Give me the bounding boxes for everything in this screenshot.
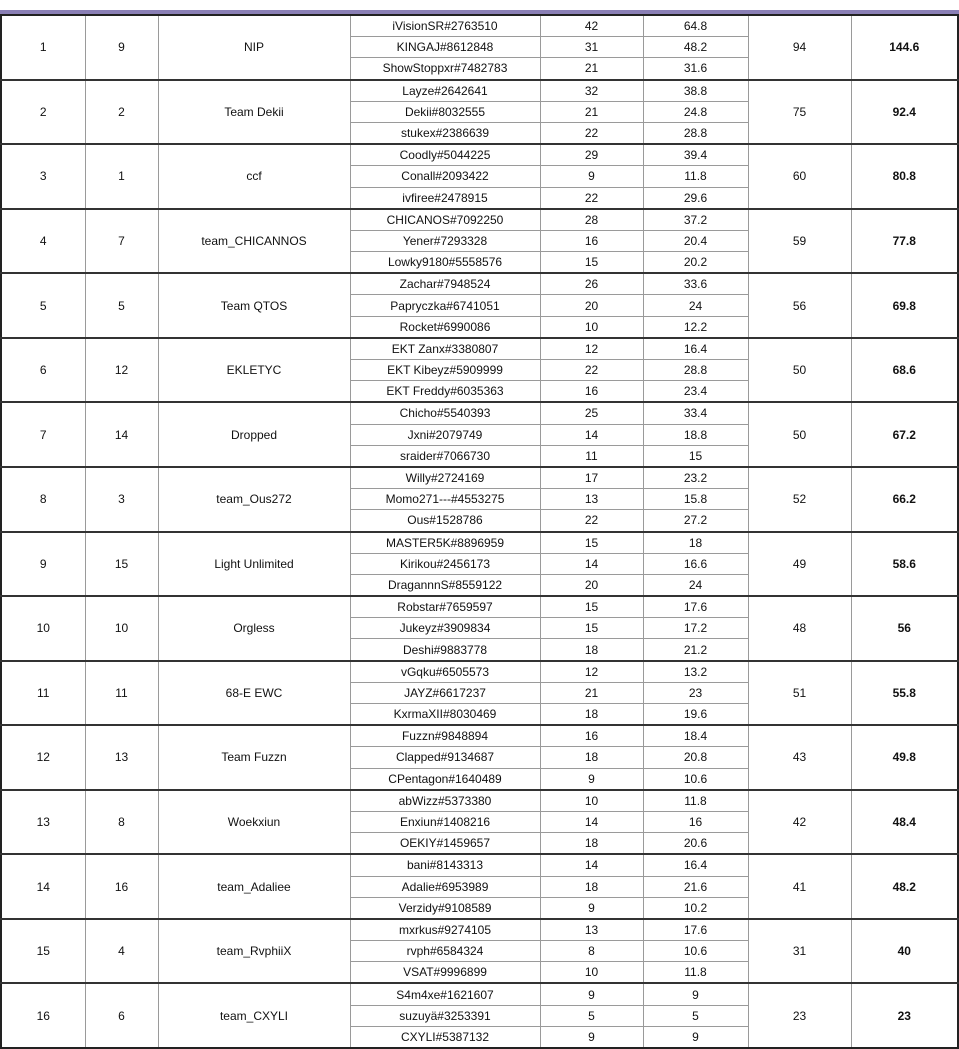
rank-cell[interactable]: 12: [1, 725, 85, 790]
player-kills-cell[interactable]: 22: [540, 360, 643, 381]
player-name-cell[interactable]: EKT Zanx#3380807: [350, 338, 540, 360]
player-points-cell[interactable]: 24: [643, 295, 748, 316]
player-kills-cell[interactable]: 28: [540, 209, 643, 231]
rank-cell[interactable]: 15: [1, 919, 85, 984]
seed-cell[interactable]: 8: [85, 790, 158, 855]
player-name-cell[interactable]: Kirikou#2456173: [350, 553, 540, 574]
rank-cell[interactable]: 13: [1, 790, 85, 855]
player-points-cell[interactable]: 29.6: [643, 187, 748, 209]
player-kills-cell[interactable]: 31: [540, 37, 643, 58]
rank-cell[interactable]: 7: [1, 402, 85, 467]
player-name-cell[interactable]: ShowStoppxr#7482783: [350, 58, 540, 80]
table-row: [1, 209, 958, 231]
seed-cell[interactable]: 16: [85, 854, 158, 919]
player-name-cell[interactable]: Robstar#7659597: [350, 596, 540, 618]
player-name-cell[interactable]: JAYZ#6617237: [350, 682, 540, 703]
seed-cell[interactable]: 13: [85, 725, 158, 790]
player-kills-cell[interactable]: 16: [540, 230, 643, 251]
player-points-cell[interactable]: 18.4: [643, 725, 748, 747]
player-name-cell[interactable]: Verzidy#9108589: [350, 897, 540, 919]
seed-cell[interactable]: 5: [85, 273, 158, 338]
player-kills-cell[interactable]: 9: [540, 1026, 643, 1048]
player-kills-cell[interactable]: 12: [540, 661, 643, 683]
player-name-cell[interactable]: ivfiree#2478915: [350, 187, 540, 209]
player-points-cell[interactable]: 23.2: [643, 467, 748, 489]
table-row: [1, 402, 958, 424]
player-points-cell[interactable]: 33.4: [643, 402, 748, 424]
player-kills-cell[interactable]: 21: [540, 58, 643, 80]
rank-cell[interactable]: 11: [1, 661, 85, 726]
player-points-cell[interactable]: 20.4: [643, 230, 748, 251]
table-row: [1, 983, 958, 1005]
player-name-cell[interactable]: Willy#2724169: [350, 467, 540, 489]
player-name-cell[interactable]: Momo271---#4553275: [350, 489, 540, 510]
player-name-cell[interactable]: Coodly#5044225: [350, 144, 540, 166]
player-name-cell[interactable]: Adalie#6953989: [350, 876, 540, 897]
player-kills-cell[interactable]: 14: [540, 424, 643, 445]
rank-cell[interactable]: 9: [1, 532, 85, 597]
team-kills-cell[interactable]: 42: [748, 790, 851, 855]
player-kills-cell[interactable]: 22: [540, 187, 643, 209]
total-points-cell[interactable]: 49.8: [851, 725, 958, 790]
player-points-cell[interactable]: 9: [643, 1026, 748, 1048]
player-name-cell[interactable]: CHICANOS#7092250: [350, 209, 540, 231]
rank-cell[interactable]: 5: [1, 273, 85, 338]
player-kills-cell[interactable]: 15: [540, 596, 643, 618]
player-points-cell[interactable]: 24.8: [643, 101, 748, 122]
player-points-cell[interactable]: 18: [643, 532, 748, 554]
seed-cell[interactable]: 6: [85, 983, 158, 1048]
total-points-cell[interactable]: 48.4: [851, 790, 958, 855]
player-kills-cell[interactable]: 5: [540, 1005, 643, 1026]
player-kills-cell[interactable]: 16: [540, 381, 643, 403]
player-points-cell[interactable]: 33.6: [643, 273, 748, 295]
player-kills-cell[interactable]: 9: [540, 983, 643, 1005]
rank-cell[interactable]: 16: [1, 983, 85, 1048]
table-row: [1, 273, 958, 295]
player-points-cell[interactable]: 38.8: [643, 80, 748, 102]
team-kills-cell[interactable]: 41: [748, 854, 851, 919]
team-name-cell[interactable]: EKLETYC: [158, 338, 350, 403]
player-points-cell[interactable]: 37.2: [643, 209, 748, 231]
player-kills-cell[interactable]: 20: [540, 574, 643, 596]
player-kills-cell[interactable]: 26: [540, 273, 643, 295]
total-points-cell[interactable]: 77.8: [851, 209, 958, 274]
player-kills-cell[interactable]: 16: [540, 725, 643, 747]
player-kills-cell[interactable]: 18: [540, 704, 643, 726]
team-name-cell[interactable]: Orgless: [158, 596, 350, 661]
team-kills-cell[interactable]: 94: [748, 15, 851, 80]
player-points-cell[interactable]: 23: [643, 682, 748, 703]
player-points-cell[interactable]: 10.6: [643, 768, 748, 790]
player-points-cell[interactable]: 15: [643, 445, 748, 467]
team-name-cell[interactable]: ccf: [158, 144, 350, 209]
player-kills-cell[interactable]: 9: [540, 897, 643, 919]
player-points-cell[interactable]: 10.2: [643, 897, 748, 919]
player-points-cell[interactable]: 13.2: [643, 661, 748, 683]
player-kills-cell[interactable]: 12: [540, 338, 643, 360]
total-points-cell[interactable]: 55.8: [851, 661, 958, 726]
player-name-cell[interactable]: Conall#2093422: [350, 166, 540, 187]
player-name-cell[interactable]: S4m4xe#1621607: [350, 983, 540, 1005]
player-points-cell[interactable]: 16.4: [643, 338, 748, 360]
player-kills-cell[interactable]: 18: [540, 639, 643, 661]
team-kills-cell[interactable]: 50: [748, 402, 851, 467]
seed-cell[interactable]: 7: [85, 209, 158, 274]
player-kills-cell[interactable]: 11: [540, 445, 643, 467]
seed-cell[interactable]: 12: [85, 338, 158, 403]
player-name-cell[interactable]: bani#8143313: [350, 854, 540, 876]
seed-cell[interactable]: 1: [85, 144, 158, 209]
total-points-cell[interactable]: 92.4: [851, 80, 958, 145]
player-points-cell[interactable]: 27.2: [643, 510, 748, 532]
total-points-cell[interactable]: 40: [851, 919, 958, 984]
seed-cell[interactable]: 11: [85, 661, 158, 726]
table-row: [1, 596, 958, 618]
player-name-cell[interactable]: Enxiun#1408216: [350, 811, 540, 832]
seed-cell[interactable]: 9: [85, 15, 158, 80]
player-name-cell[interactable]: iVisionSR#2763510: [350, 15, 540, 37]
player-name-cell[interactable]: Jukeyz#3909834: [350, 618, 540, 639]
total-points-cell[interactable]: 66.2: [851, 467, 958, 532]
table-row: [1, 532, 958, 554]
total-points-cell[interactable]: 23: [851, 983, 958, 1048]
player-points-cell[interactable]: 21.2: [643, 639, 748, 661]
table-row: [1, 661, 958, 683]
team-name-cell[interactable]: team_Ous272: [158, 467, 350, 532]
seed-cell[interactable]: 2: [85, 80, 158, 145]
table-row: [1, 854, 958, 876]
player-name-cell[interactable]: Fuzzn#9848894: [350, 725, 540, 747]
player-name-cell[interactable]: sraider#7066730: [350, 445, 540, 467]
player-points-cell[interactable]: 11.8: [643, 166, 748, 187]
team-kills-cell[interactable]: 49: [748, 532, 851, 597]
player-kills-cell[interactable]: 9: [540, 166, 643, 187]
player-kills-cell[interactable]: 15: [540, 532, 643, 554]
player-kills-cell[interactable]: 25: [540, 402, 643, 424]
player-kills-cell[interactable]: 9: [540, 768, 643, 790]
player-name-cell[interactable]: Lowky9180#5558576: [350, 252, 540, 274]
team-name-cell[interactable]: team_Adaliee: [158, 854, 350, 919]
player-points-cell[interactable]: 18.8: [643, 424, 748, 445]
player-points-cell[interactable]: 15.8: [643, 489, 748, 510]
standings-table: [0, 14, 959, 1049]
team-kills-cell[interactable]: 31: [748, 919, 851, 984]
player-points-cell[interactable]: 17.6: [643, 596, 748, 618]
total-points-cell[interactable]: 56: [851, 596, 958, 661]
player-name-cell[interactable]: Papryczka#6741051: [350, 295, 540, 316]
table-row: [1, 15, 958, 37]
team-name-cell[interactable]: team_RvphiiX: [158, 919, 350, 984]
table-row: [1, 80, 958, 102]
player-points-cell[interactable]: 16.4: [643, 854, 748, 876]
team-name-cell[interactable]: NIP: [158, 15, 350, 80]
player-points-cell[interactable]: 20.8: [643, 747, 748, 768]
player-kills-cell[interactable]: 14: [540, 854, 643, 876]
rank-cell[interactable]: 14: [1, 854, 85, 919]
total-points-cell[interactable]: 48.2: [851, 854, 958, 919]
team-name-cell[interactable]: 68-E EWC: [158, 661, 350, 726]
player-kills-cell[interactable]: 18: [540, 833, 643, 855]
player-points-cell[interactable]: 11.8: [643, 790, 748, 812]
player-points-cell[interactable]: 28.8: [643, 360, 748, 381]
player-name-cell[interactable]: stukex#2386639: [350, 122, 540, 144]
team-kills-cell[interactable]: 43: [748, 725, 851, 790]
seed-cell[interactable]: 10: [85, 596, 158, 661]
total-points-cell[interactable]: 69.8: [851, 273, 958, 338]
player-name-cell[interactable]: EKT Freddy#6035363: [350, 381, 540, 403]
player-name-cell[interactable]: VSAT#9996899: [350, 962, 540, 984]
player-name-cell[interactable]: rvph#6584324: [350, 941, 540, 962]
player-kills-cell[interactable]: 32: [540, 80, 643, 102]
table-row: [1, 144, 958, 166]
team-name-cell[interactable]: Dropped: [158, 402, 350, 467]
player-kills-cell[interactable]: 15: [540, 252, 643, 274]
player-name-cell[interactable]: DragannnS#8559122: [350, 574, 540, 596]
player-points-cell[interactable]: 39.4: [643, 144, 748, 166]
player-points-cell[interactable]: 28.8: [643, 122, 748, 144]
player-points-cell[interactable]: 20.6: [643, 833, 748, 855]
player-name-cell[interactable]: abWizz#5373380: [350, 790, 540, 812]
team-kills-cell[interactable]: 59: [748, 209, 851, 274]
player-points-cell[interactable]: 16.6: [643, 553, 748, 574]
team-kills-cell[interactable]: 51: [748, 661, 851, 726]
rank-cell[interactable]: 4: [1, 209, 85, 274]
player-name-cell[interactable]: Zachar#7948524: [350, 273, 540, 295]
player-points-cell[interactable]: 11.8: [643, 962, 748, 984]
team-kills-cell[interactable]: 50: [748, 338, 851, 403]
team-kills-cell[interactable]: 75: [748, 80, 851, 145]
player-kills-cell[interactable]: 10: [540, 962, 643, 984]
player-name-cell[interactable]: Rocket#6990086: [350, 316, 540, 338]
player-name-cell[interactable]: OEKIY#1459657: [350, 833, 540, 855]
player-points-cell[interactable]: 23.4: [643, 381, 748, 403]
total-points-cell[interactable]: 80.8: [851, 144, 958, 209]
player-name-cell[interactable]: Layze#2642641: [350, 80, 540, 102]
player-name-cell[interactable]: CXYLI#5387132: [350, 1026, 540, 1048]
team-name-cell[interactable]: team_CHICANNOS: [158, 209, 350, 274]
player-kills-cell[interactable]: 21: [540, 101, 643, 122]
player-kills-cell[interactable]: 20: [540, 295, 643, 316]
standings-body: [1, 15, 958, 1048]
team-kills-cell[interactable]: 52: [748, 467, 851, 532]
player-kills-cell[interactable]: 22: [540, 122, 643, 144]
total-points-cell[interactable]: 144.6: [851, 15, 958, 80]
player-name-cell[interactable]: Deshi#9883778: [350, 639, 540, 661]
rank-cell[interactable]: 6: [1, 338, 85, 403]
player-name-cell[interactable]: CPentagon#1640489: [350, 768, 540, 790]
player-points-cell[interactable]: 16: [643, 811, 748, 832]
seed-cell[interactable]: 14: [85, 402, 158, 467]
player-points-cell[interactable]: 10.6: [643, 941, 748, 962]
player-kills-cell[interactable]: 15: [540, 618, 643, 639]
player-name-cell[interactable]: Yener#7293328: [350, 230, 540, 251]
player-kills-cell[interactable]: 10: [540, 316, 643, 338]
team-name-cell[interactable]: Team Dekii: [158, 80, 350, 145]
player-points-cell[interactable]: 21.6: [643, 876, 748, 897]
player-points-cell[interactable]: 17.2: [643, 618, 748, 639]
player-name-cell[interactable]: Clapped#9134687: [350, 747, 540, 768]
player-kills-cell[interactable]: 29: [540, 144, 643, 166]
table-row: [1, 338, 958, 360]
team-name-cell[interactable]: Team QTOS: [158, 273, 350, 338]
player-name-cell[interactable]: Chicho#5540393: [350, 402, 540, 424]
table-row: [1, 790, 958, 812]
player-name-cell[interactable]: suzuyä#3253391: [350, 1005, 540, 1026]
player-name-cell[interactable]: vGqku#6505573: [350, 661, 540, 683]
player-points-cell[interactable]: 24: [643, 574, 748, 596]
player-name-cell[interactable]: Dekii#8032555: [350, 101, 540, 122]
player-name-cell[interactable]: Jxni#2079749: [350, 424, 540, 445]
team-name-cell[interactable]: Woekxiun: [158, 790, 350, 855]
team-name-cell[interactable]: team_CXYLI: [158, 983, 350, 1048]
player-kills-cell[interactable]: 21: [540, 682, 643, 703]
player-points-cell[interactable]: 31.6: [643, 58, 748, 80]
player-points-cell[interactable]: 17.6: [643, 919, 748, 941]
table-row: [1, 467, 958, 489]
player-kills-cell[interactable]: 13: [540, 489, 643, 510]
table-row: [1, 919, 958, 941]
player-kills-cell[interactable]: 14: [540, 553, 643, 574]
total-points-cell[interactable]: 67.2: [851, 402, 958, 467]
player-points-cell[interactable]: 48.2: [643, 37, 748, 58]
player-name-cell[interactable]: KINGAJ#8612848: [350, 37, 540, 58]
total-points-cell[interactable]: 68.6: [851, 338, 958, 403]
player-kills-cell[interactable]: 18: [540, 747, 643, 768]
player-points-cell[interactable]: 20.2: [643, 252, 748, 274]
team-kills-cell[interactable]: 60: [748, 144, 851, 209]
player-name-cell[interactable]: MASTER5K#8896959: [350, 532, 540, 554]
player-points-cell[interactable]: 64.8: [643, 15, 748, 37]
player-kills-cell[interactable]: 13: [540, 919, 643, 941]
player-kills-cell[interactable]: 42: [540, 15, 643, 37]
player-name-cell[interactable]: KxrmaXII#8030469: [350, 704, 540, 726]
seed-cell[interactable]: 4: [85, 919, 158, 984]
player-kills-cell[interactable]: 8: [540, 941, 643, 962]
player-name-cell[interactable]: Ous#1528786: [350, 510, 540, 532]
total-points-cell[interactable]: 58.6: [851, 532, 958, 597]
player-points-cell[interactable]: 9: [643, 983, 748, 1005]
player-kills-cell[interactable]: 17: [540, 467, 643, 489]
player-name-cell[interactable]: mxrkus#9274105: [350, 919, 540, 941]
rank-cell[interactable]: 8: [1, 467, 85, 532]
player-kills-cell[interactable]: 14: [540, 811, 643, 832]
player-points-cell[interactable]: 5: [643, 1005, 748, 1026]
seed-cell[interactable]: 3: [85, 467, 158, 532]
player-points-cell[interactable]: 12.2: [643, 316, 748, 338]
team-name-cell[interactable]: Light Unlimited: [158, 532, 350, 597]
team-name-cell[interactable]: Team Fuzzn: [158, 725, 350, 790]
seed-cell[interactable]: 15: [85, 532, 158, 597]
table-row: [1, 725, 958, 747]
team-kills-cell[interactable]: 23: [748, 983, 851, 1048]
player-points-cell[interactable]: 19.6: [643, 704, 748, 726]
rank-cell[interactable]: 10: [1, 596, 85, 661]
rank-cell[interactable]: 3: [1, 144, 85, 209]
rank-cell[interactable]: 2: [1, 80, 85, 145]
player-kills-cell[interactable]: 18: [540, 876, 643, 897]
rank-cell[interactable]: 1: [1, 15, 85, 80]
team-kills-cell[interactable]: 56: [748, 273, 851, 338]
team-kills-cell[interactable]: 48: [748, 596, 851, 661]
player-kills-cell[interactable]: 10: [540, 790, 643, 812]
player-name-cell[interactable]: EKT Kibeyz#5909999: [350, 360, 540, 381]
player-kills-cell[interactable]: 22: [540, 510, 643, 532]
